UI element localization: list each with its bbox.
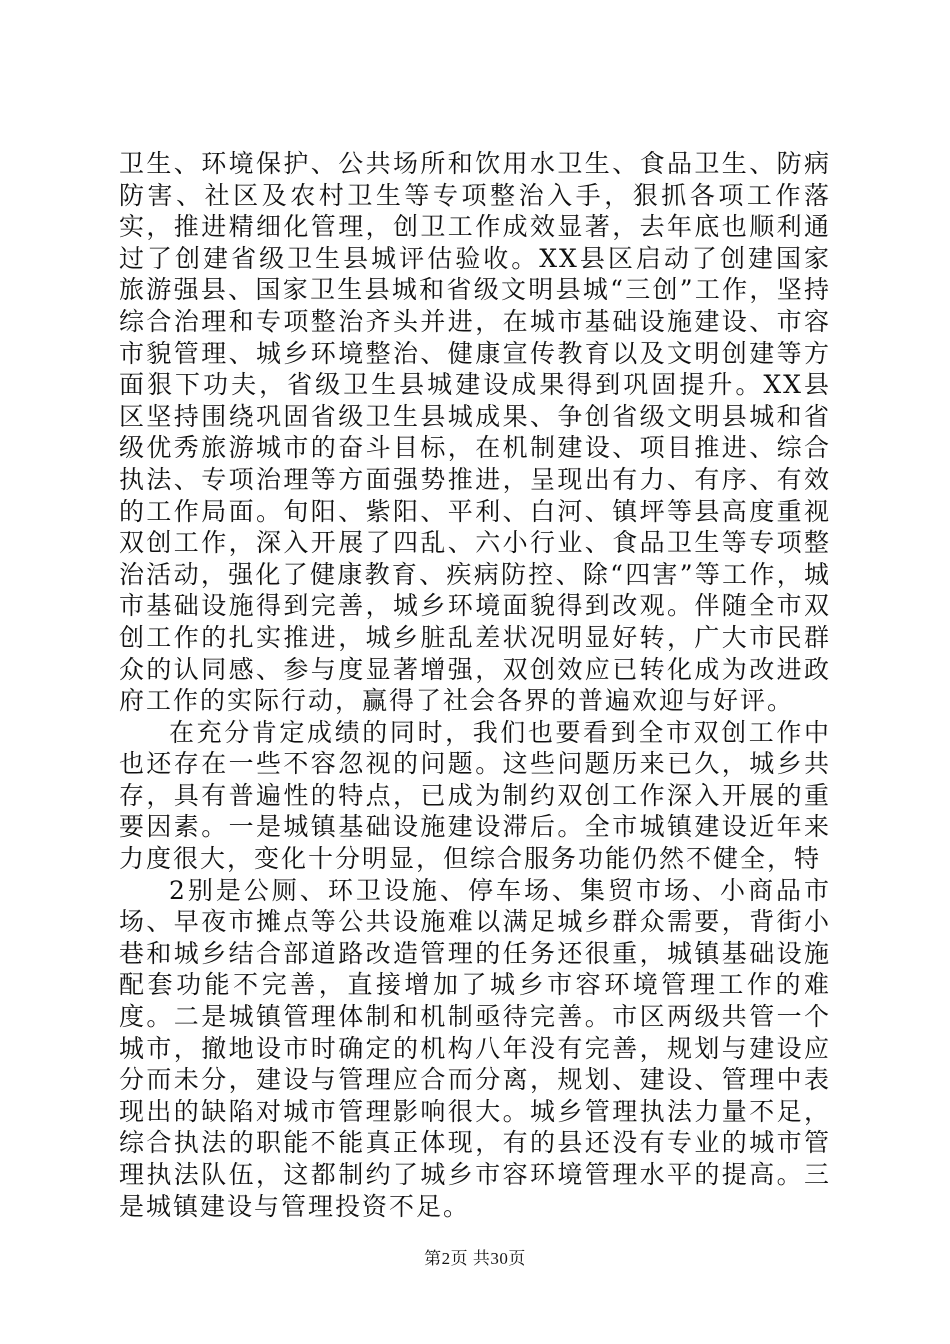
page-footer: 第2页 共30页	[424, 1249, 526, 1268]
document-body	[119, 148, 831, 1222]
paragraph-2: 在充分肯定成绩的同时，我们也要看到全市双创工作中也还存在一些不容忽视的问题。这些问题历来已久，城乡共存，具有普遍性的特点，已成为制约双创工作深入开展的重要因素。一是城镇基础设施建设滞后。全市城镇建设近年来力度很大，变化十分明显，但综合服务功能仍然不健全，特	[119, 717, 831, 874]
paragraph-1: 卫生、环境保护、公共场所和饮用水卫生、食品卫生、防病防害、社区及农村卫生等专项整治入手，狠抓各项工作落实，推进精细化管理，创卫工作成效显著，去年底也顺利通过了创建省级卫生县城评估验收。XX县区启动了创建国家旅游强县、国家卫生县城和省级文明县城“三创”工作，坚持综合治理和专项整治齐头并进，在城市基础设施建设、市容市貌管理、城乡环境整治、健康宣传教育以及文明创建等方面狠下功夫，省级卫生县城建设成果得到巩固提升。XX县区坚持围绕巩固省级卫生县城成果、争创省级文明县城和省级优秀旅游城市的奋斗目标，在机制建设、项目推进、综合执法、专项治理等方面强势推进，呈现出有力、有序、有效的工作局面。旬阳、紫阳、平利、白河、镇坪等县高度重视双创工作，深入开展了四乱、六小行业、食品卫生等专项整治活动，强化了健康教育、疾病防控、除“四害”等工作，城市基础设施得到完善，城乡环境面貌得到改观。伴随全市双创工作的扎实推进，城乡脏乱差状况明显好转，广大市民群众的认同感、参与度显著增强，双创效应已转化成为改进政府工作的实际行动，赢得了社会各界的普遍欢迎与好评。	[119, 149, 831, 716]
paragraph-3: 2别是公厕、环卫设施、停车场、集贸市场、小商品市场、早夜市摊点等公共设施难以满足城乡群众需要，背街小巷和城乡结合部道路改造管理的任务还很重，城镇基础设施配套功能不完善，直接增加了城乡市容环境管理工作的难度。二是城镇管理体制和机制亟待完善。市区两级共管一个城市，撤地设市时确定的机构八年没有完善，规划与建设应分而未分，建设与管理应合而分离，规划、建设、管理中表现出的缺陷对城市管理影响很大。城乡管理执法力量不足，综合执法的职能不能真正体现，有的县还没有专业的城市管理执法队伍，这都制约了城乡市容环境管理水平的提高。三是城镇建设与管理投资不足。	[119, 875, 831, 1221]
